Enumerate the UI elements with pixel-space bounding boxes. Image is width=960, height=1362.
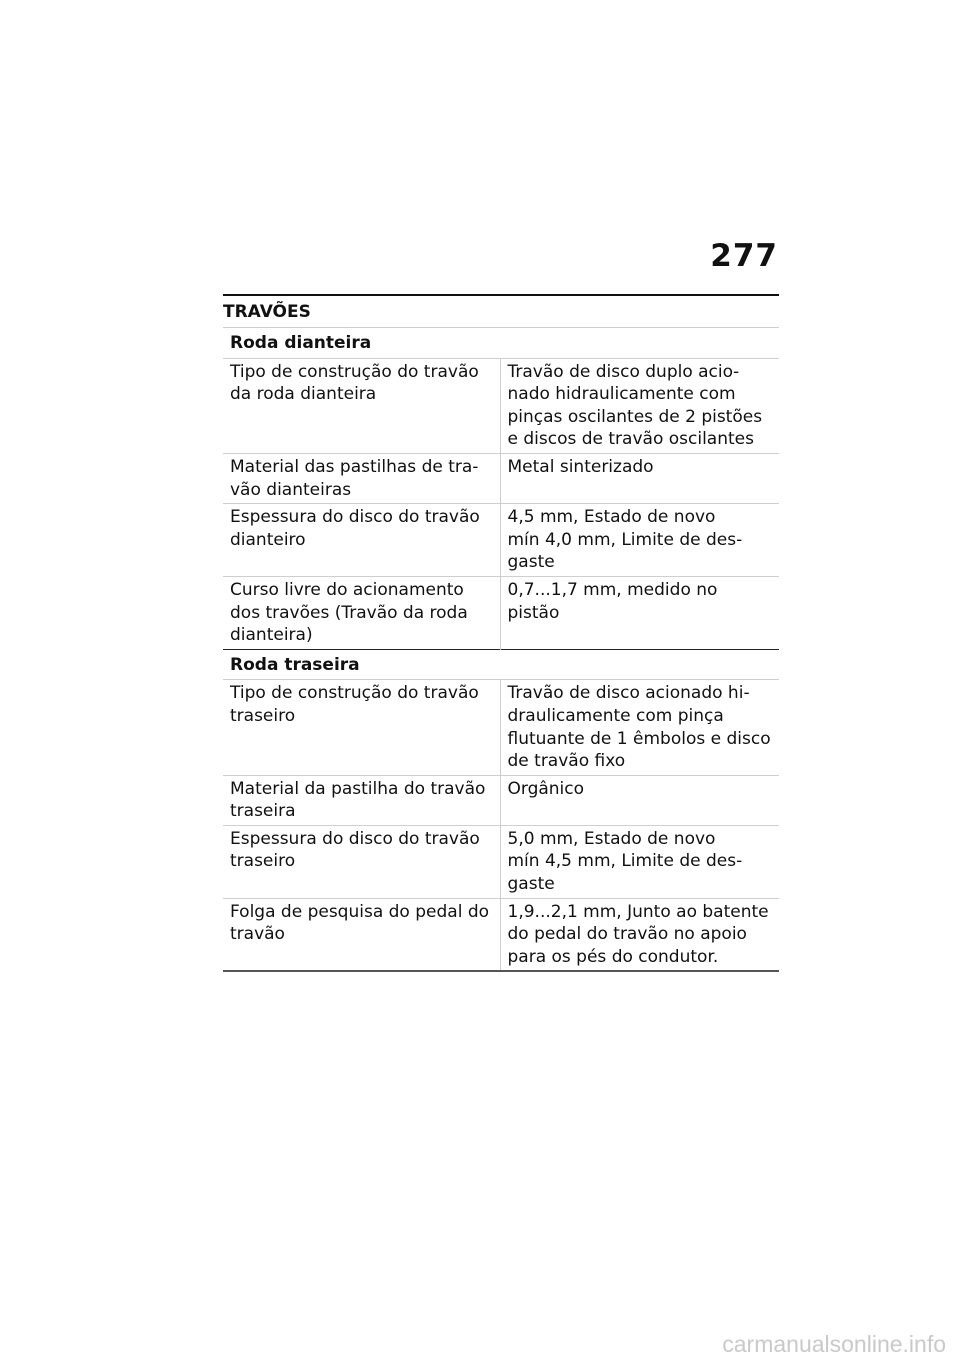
section-title: TRAVÕES — [223, 302, 311, 322]
row-value: 4,5 mm, Estado de novo mín 4,0 mm, Limite de desgaste — [500, 504, 779, 577]
row-label: Material das pastilhas de travão dianteiras — [223, 453, 500, 503]
row-label: Espessura do disco do travão traseiro — [223, 825, 500, 898]
row-value: Travão de disco acionado hidraulicamente com pinça flutuante de 1 êmbolos e disco de travão fixo — [500, 680, 779, 775]
table-row — [223, 825, 779, 898]
row-value: Metal sinterizado — [500, 453, 779, 503]
row-label: Tipo de construção do travão traseiro — [223, 680, 500, 775]
section-header — [223, 294, 779, 323]
row-label: Curso livre do acionamento dos travões (Travão da roda dianteira) — [223, 576, 500, 649]
row-label: Tipo de construção do travão da roda dianteira — [223, 358, 500, 453]
table-row — [223, 775, 779, 825]
page-number: 277 — [710, 238, 778, 274]
row-value: Travão de disco duplo acionado hidraulicamente com pinças oscilantes de 2 pistões e discos de travão oscilantes — [500, 358, 779, 453]
table-row — [223, 680, 779, 775]
table-row — [223, 358, 779, 453]
row-label: Folga de pesquisa do pedal do travão — [223, 898, 500, 971]
group-header-front — [223, 328, 779, 359]
row-value: 5,0 mm, Estado de novo mín 4,5 mm, Limite de desgaste — [500, 825, 779, 898]
spec-table — [223, 327, 779, 972]
group-title-front: Roda dianteira — [223, 328, 779, 359]
table-row — [223, 504, 779, 577]
group-header-rear — [223, 649, 779, 680]
row-label: Espessura do disco do travão dianteiro — [223, 504, 500, 577]
row-value: Orgânico — [500, 775, 779, 825]
row-value: 1,9...2,1 mm, Junto ao batente do pedal do travão no apoio para os pés do condutor. — [500, 898, 779, 971]
row-value: 0,7...1,7 mm, medido no pistão — [500, 576, 779, 649]
table-row — [223, 898, 779, 971]
table-row — [223, 453, 779, 503]
group-title-rear: Roda traseira — [223, 649, 779, 680]
row-label: Material da pastilha do travão traseira — [223, 775, 500, 825]
watermark: carmanualsonline.info — [722, 1331, 946, 1357]
table-row — [223, 576, 779, 649]
